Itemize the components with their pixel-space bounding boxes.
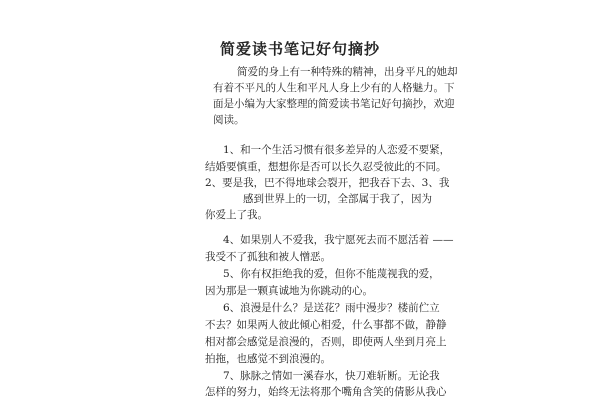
body-line: 1、和一个生活习惯有很多差异的人恋爱不要紧， — [223, 144, 451, 156]
body-line: 4、如果别人不爱我，我宁愿死去而不愿活着 —— — [223, 234, 454, 246]
body-line: 6、浪漫是什么？是送花？雨中漫步？楼前伫立 — [223, 302, 440, 314]
body-line: 结婚要慎重，想想你是否可以长久忍受彼此的不同。 — [205, 161, 447, 173]
intro-line: 有着不平凡的人生和平凡人身上少有的人格魅力。下 — [213, 82, 455, 94]
body-line: 怎样的努力，始终无法将那个嘴角含笑的倩影从我心 — [205, 386, 447, 398]
body-line: 拍拖，也感觉不到浪漫的。 — [205, 353, 331, 365]
intro-line: 简爱的身上有一种特殊的精神，出身平凡的她却 — [237, 66, 458, 78]
body-line: 相对都会感觉是浪漫的，否则，即使两人坐到月亮上 — [205, 336, 447, 348]
body-line: 7、脉脉之情如一溪春水，快刀难斩断。无论我 — [223, 370, 440, 382]
body-line: 不去？如果两人彼此倾心相爱，什么事都不做，静静 — [205, 319, 447, 331]
body-line: 我受不了孤独和被人憎恶。 — [205, 251, 331, 263]
body-line: 你爱上了我。 — [205, 209, 268, 221]
intro-line: 面是小编为大家整理的简爱读书笔记好句摘抄，欢迎 — [213, 98, 455, 110]
body-line: 5、你有权拒绝我的爱，但你不能蔑视我的爱， — [223, 268, 440, 280]
document-title: 简爱读书笔记好句摘抄 — [219, 40, 380, 58]
body-line: 感到世界上的一切，全部属于我了，因为 — [243, 193, 432, 205]
body-line: 2、要是我，巴不得地球会裂开，把我吞下去、3、我 — [205, 177, 450, 189]
body-line: 因为那是一颗真诚地为你跳动的心。 — [205, 285, 373, 297]
intro-line: 阅读。 — [213, 114, 245, 126]
